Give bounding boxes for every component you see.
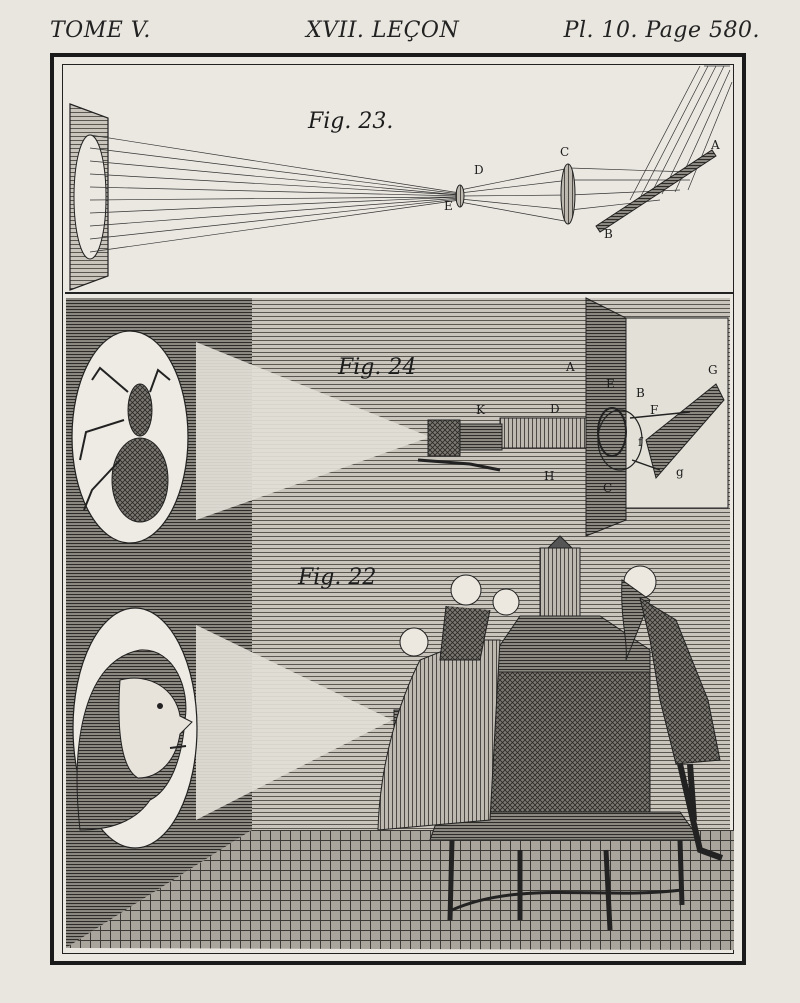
fig23-letter-c: C xyxy=(560,145,570,159)
fig24-letter-h: H xyxy=(544,469,555,483)
tome-label: TOME V. xyxy=(50,18,151,43)
fig23-rays xyxy=(90,135,690,252)
lecon-label: XVII. LEÇON xyxy=(306,18,460,43)
fig24-letter-k: K xyxy=(476,403,485,417)
fig23-mirror xyxy=(596,150,716,232)
fig23-panel xyxy=(65,66,734,293)
fig23-letter-e: E xyxy=(444,199,453,213)
fig22-label: Fig. 22 xyxy=(298,565,377,590)
fig23-letter-a: A xyxy=(711,138,720,152)
fig24-letter-c: C xyxy=(603,481,613,495)
fig24-letter-f: F xyxy=(650,403,659,417)
fig24-letter-d: D xyxy=(550,402,560,416)
fig23-letter-d: D xyxy=(474,163,484,177)
fig24-letter-g-small: g xyxy=(676,465,684,479)
fig23-letter-b: B xyxy=(604,227,613,241)
fig24-label: Fig. 24 xyxy=(338,355,417,380)
fig24-letter-b: B xyxy=(636,386,645,400)
fig23-lens-c xyxy=(561,164,575,224)
room-scene xyxy=(66,298,734,950)
fig24-letter-a: A xyxy=(566,360,575,374)
fig24-letter-g: G xyxy=(708,363,718,377)
fig24-letter-f-small: f xyxy=(638,435,643,449)
fig23-label: Fig. 23. xyxy=(308,109,394,134)
fig24-letter-e: E xyxy=(606,377,615,391)
fig23-lens-e xyxy=(456,185,464,207)
plate-page-label: Pl. 10. Page 580. xyxy=(563,18,760,43)
